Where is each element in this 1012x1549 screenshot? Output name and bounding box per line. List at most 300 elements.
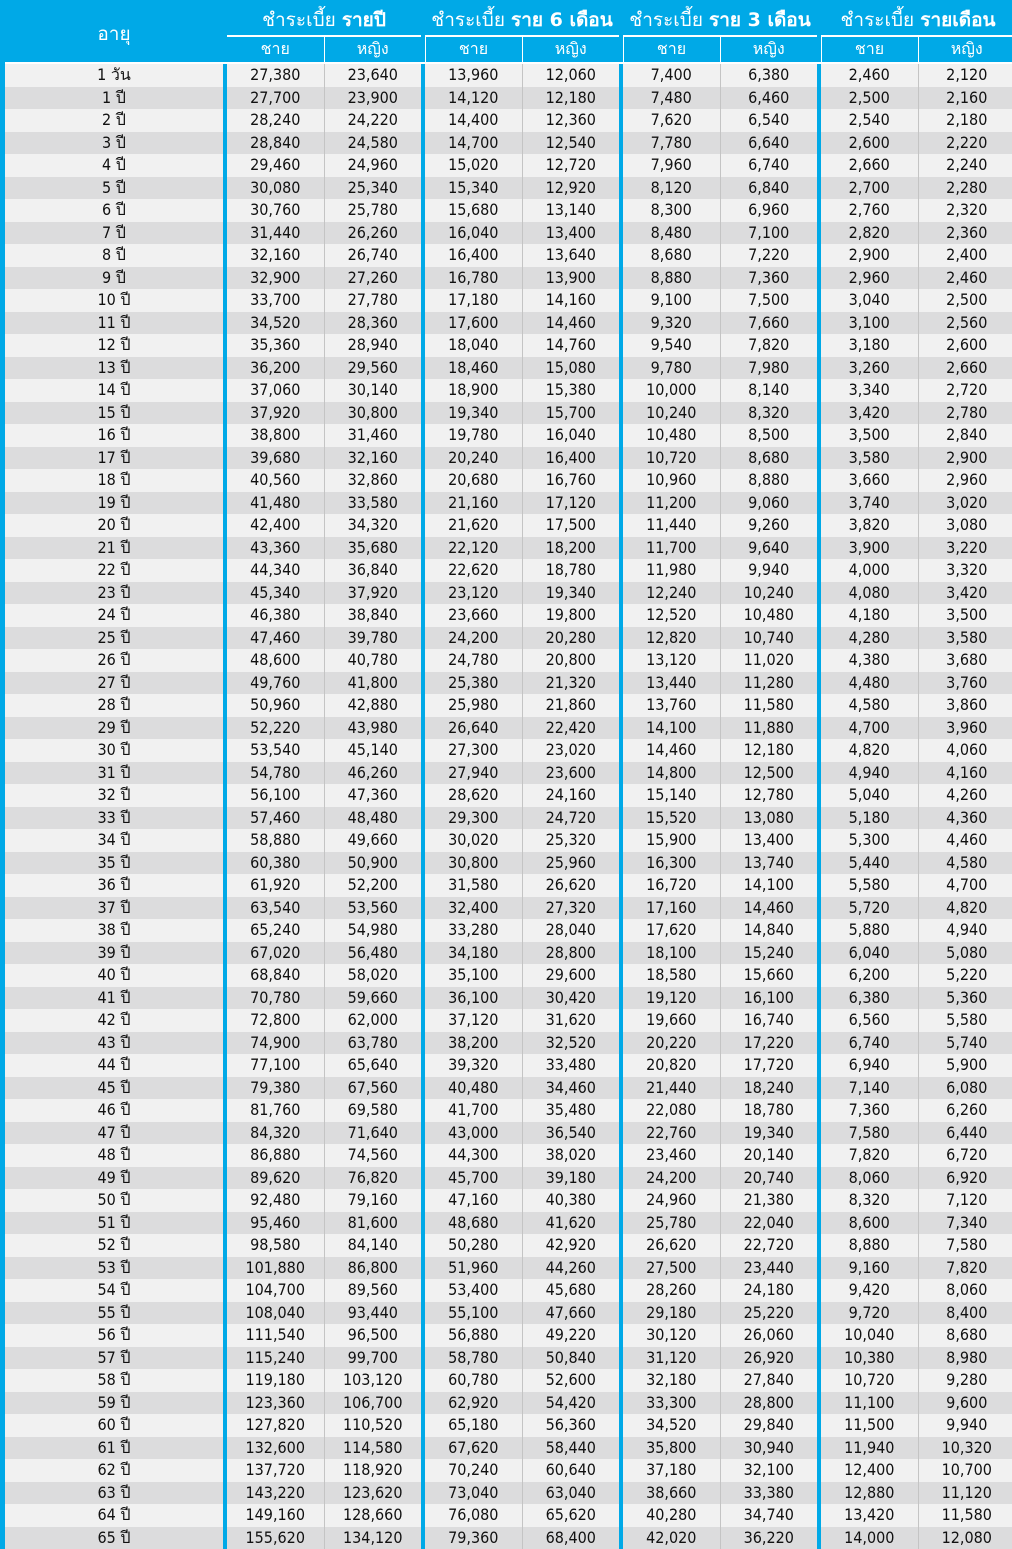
age-cell: 1 วัน (5, 63, 223, 87)
semiannual-male-cell: 44,300 (425, 1144, 522, 1167)
age-cell: 4 ปี (5, 154, 223, 177)
semiannual-male-cell: 16,400 (425, 244, 522, 267)
table-row (5, 717, 1012, 740)
monthly-female-cell: 2,900 (918, 447, 1012, 470)
annual-female-cell: 38,840 (324, 604, 421, 627)
quarterly-female-cell: 26,920 (720, 1347, 817, 1370)
age-cell: 57 ปี (5, 1347, 223, 1370)
annual-female-cell: 45,140 (324, 739, 421, 762)
semiannual-female-cell: 50,840 (522, 1347, 619, 1370)
monthly-male-cell: 3,260 (821, 357, 918, 380)
semiannual-female-cell: 35,480 (522, 1099, 619, 1122)
monthly-female-cell: 9,280 (918, 1369, 1012, 1392)
quarterly-male-cell: 17,160 (623, 897, 720, 920)
premium-rate-table (5, 5, 1012, 1549)
quarterly-female-cell: 13,400 (720, 829, 817, 852)
age-cell: 60 ปี (5, 1414, 223, 1437)
monthly-male-cell: 10,720 (821, 1369, 918, 1392)
quarterly-male-cell: 10,720 (623, 447, 720, 470)
monthly-female-cell: 2,360 (918, 222, 1012, 245)
table-row (5, 604, 1012, 627)
semiannual-male-cell: 25,980 (425, 694, 522, 717)
quarterly-male-cell: 18,100 (623, 942, 720, 965)
monthly-female-cell: 10,320 (918, 1437, 1012, 1460)
table-row (5, 1054, 1012, 1077)
semiannual-male-cell: 16,780 (425, 267, 522, 290)
female-header: หญิง (324, 36, 421, 63)
table-row (5, 1279, 1012, 1302)
table-row (5, 177, 1012, 200)
monthly-male-cell: 3,660 (821, 469, 918, 492)
monthly-female-cell: 12,080 (918, 1527, 1012, 1549)
annual-male-cell: 111,540 (227, 1324, 324, 1347)
semiannual-male-cell: 20,680 (425, 469, 522, 492)
monthly-male-cell: 2,500 (821, 87, 918, 110)
quarterly-male-cell: 16,300 (623, 852, 720, 875)
annual-female-cell: 54,980 (324, 919, 421, 942)
semiannual-female-cell: 12,920 (522, 177, 619, 200)
annual-female-cell: 25,340 (324, 177, 421, 200)
semiannual-female-cell: 21,860 (522, 694, 619, 717)
annual-male-cell: 127,820 (227, 1414, 324, 1437)
age-cell: 28 ปี (5, 694, 223, 717)
age-cell: 14 ปี (5, 379, 223, 402)
quarterly-female-cell: 16,100 (720, 987, 817, 1010)
semiannual-male-cell: 60,780 (425, 1369, 522, 1392)
semiannual-male-cell: 14,120 (425, 87, 522, 110)
header-row-groups (5, 5, 1012, 36)
table-row (5, 1212, 1012, 1235)
annual-female-cell: 134,120 (324, 1527, 421, 1549)
monthly-female-cell: 2,840 (918, 424, 1012, 447)
quarterly-male-cell: 38,660 (623, 1482, 720, 1505)
table-row (5, 1234, 1012, 1257)
annual-female-cell: 31,460 (324, 424, 421, 447)
semiannual-female-cell: 27,320 (522, 897, 619, 920)
annual-male-cell: 74,900 (227, 1032, 324, 1055)
quarterly-female-cell: 30,940 (720, 1437, 817, 1460)
semiannual-female-cell: 18,780 (522, 559, 619, 582)
annual-female-cell: 40,780 (324, 649, 421, 672)
female-header: หญิง (918, 36, 1012, 63)
female-header: หญิง (522, 36, 619, 63)
monthly-male-cell: 12,400 (821, 1459, 918, 1482)
monthly-female-cell: 5,080 (918, 942, 1012, 965)
semiannual-male-cell: 36,100 (425, 987, 522, 1010)
table-row (5, 874, 1012, 897)
semiannual-female-cell: 12,360 (522, 109, 619, 132)
quarterly-male-cell: 10,960 (623, 469, 720, 492)
quarterly-male-cell: 42,020 (623, 1527, 720, 1549)
quarterly-female-cell: 15,240 (720, 942, 817, 965)
monthly-female-cell: 11,120 (918, 1482, 1012, 1505)
age-cell: 35 ปี (5, 852, 223, 875)
age-cell: 37 ปี (5, 897, 223, 920)
table-row (5, 852, 1012, 875)
semiannual-male-cell: 41,700 (425, 1099, 522, 1122)
annual-female-cell: 53,560 (324, 897, 421, 920)
quarterly-female-cell: 8,680 (720, 447, 817, 470)
table-row (5, 942, 1012, 965)
table-row (5, 1302, 1012, 1325)
semiannual-female-cell: 23,600 (522, 762, 619, 785)
age-column-header: อายุ (5, 5, 223, 63)
annual-female-cell: 93,440 (324, 1302, 421, 1325)
quarterly-male-cell: 25,780 (623, 1212, 720, 1235)
age-cell: 2 ปี (5, 109, 223, 132)
quarterly-male-cell: 31,120 (623, 1347, 720, 1370)
table-row (5, 1077, 1012, 1100)
annual-female-cell: 27,780 (324, 289, 421, 312)
quarterly-female-cell: 12,500 (720, 762, 817, 785)
age-cell: 55 ปี (5, 1302, 223, 1325)
annual-female-cell: 106,700 (324, 1392, 421, 1415)
quarterly-male-cell: 24,960 (623, 1189, 720, 1212)
monthly-female-cell: 4,460 (918, 829, 1012, 852)
annual-male-cell: 48,600 (227, 649, 324, 672)
quarterly-female-cell: 27,840 (720, 1369, 817, 1392)
table-row (5, 1032, 1012, 1055)
monthly-male-cell: 5,580 (821, 874, 918, 897)
male-header: ชาย (821, 36, 918, 63)
quarterly-male-cell: 27,500 (623, 1257, 720, 1280)
annual-male-cell: 37,920 (227, 402, 324, 425)
semiannual-female-cell: 44,260 (522, 1257, 619, 1280)
semiannual-male-cell: 53,400 (425, 1279, 522, 1302)
quarterly-female-cell: 14,100 (720, 874, 817, 897)
monthly-male-cell: 6,040 (821, 942, 918, 965)
annual-female-cell: 84,140 (324, 1234, 421, 1257)
quarterly-female-cell: 7,660 (720, 312, 817, 335)
quarterly-female-cell: 20,140 (720, 1144, 817, 1167)
semiannual-female-cell: 24,720 (522, 807, 619, 830)
table-row (5, 447, 1012, 470)
annual-male-cell: 79,380 (227, 1077, 324, 1100)
semiannual-female-cell: 29,600 (522, 964, 619, 987)
annual-female-cell: 67,560 (324, 1077, 421, 1100)
monthly-male-cell: 10,040 (821, 1324, 918, 1347)
semiannual-male-cell: 67,620 (425, 1437, 522, 1460)
quarterly-male-cell: 11,440 (623, 514, 720, 537)
monthly-male-cell: 7,580 (821, 1122, 918, 1145)
annual-female-cell: 74,560 (324, 1144, 421, 1167)
semiannual-female-cell: 12,540 (522, 132, 619, 155)
annual-male-cell: 36,200 (227, 357, 324, 380)
age-cell: 32 ปี (5, 784, 223, 807)
table-row (5, 649, 1012, 672)
monthly-female-cell: 8,980 (918, 1347, 1012, 1370)
annual-female-cell: 39,780 (324, 627, 421, 650)
semiannual-female-cell: 40,380 (522, 1189, 619, 1212)
monthly-male-cell: 3,180 (821, 334, 918, 357)
monthly-male-cell: 6,940 (821, 1054, 918, 1077)
annual-male-cell: 45,340 (227, 582, 324, 605)
semiannual-male-cell: 38,200 (425, 1032, 522, 1055)
annual-female-cell: 89,560 (324, 1279, 421, 1302)
quarterly-male-cell: 12,520 (623, 604, 720, 627)
quarterly-female-cell: 10,480 (720, 604, 817, 627)
annual-male-cell: 56,100 (227, 784, 324, 807)
monthly-female-cell: 2,720 (918, 379, 1012, 402)
semiannual-male-cell: 47,160 (425, 1189, 522, 1212)
monthly-female-cell: 5,740 (918, 1032, 1012, 1055)
table-row (5, 87, 1012, 110)
monthly-female-cell: 3,500 (918, 604, 1012, 627)
quarterly-male-cell: 24,200 (623, 1167, 720, 1190)
monthly-male-cell: 3,900 (821, 537, 918, 560)
semiannual-male-cell: 15,020 (425, 154, 522, 177)
age-cell: 42 ปี (5, 1009, 223, 1032)
semiannual-female-cell: 28,800 (522, 942, 619, 965)
quarterly-female-cell: 36,220 (720, 1527, 817, 1549)
age-cell: 45 ปี (5, 1077, 223, 1100)
monthly-male-cell: 7,360 (821, 1099, 918, 1122)
annual-male-cell: 108,040 (227, 1302, 324, 1325)
quarterly-male-cell: 8,480 (623, 222, 720, 245)
quarterly-male-cell: 12,240 (623, 582, 720, 605)
semiannual-female-cell: 13,900 (522, 267, 619, 290)
semiannual-male-cell: 16,040 (425, 222, 522, 245)
quarterly-male-cell: 40,280 (623, 1504, 720, 1527)
annual-female-cell: 96,500 (324, 1324, 421, 1347)
annual-female-cell: 59,660 (324, 987, 421, 1010)
table-row (5, 1324, 1012, 1347)
quarterly-female-cell: 13,740 (720, 852, 817, 875)
monthly-male-cell: 3,820 (821, 514, 918, 537)
quarterly-female-cell: 22,040 (720, 1212, 817, 1235)
quarterly-female-cell: 9,260 (720, 514, 817, 537)
quarterly-male-cell: 22,080 (623, 1099, 720, 1122)
age-cell: 58 ปี (5, 1369, 223, 1392)
annual-female-cell: 25,780 (324, 199, 421, 222)
semiannual-male-cell: 20,240 (425, 447, 522, 470)
annual-female-cell: 24,580 (324, 132, 421, 155)
quarterly-male-cell: 21,440 (623, 1077, 720, 1100)
monthly-female-cell: 6,080 (918, 1077, 1012, 1100)
age-cell: 48 ปี (5, 1144, 223, 1167)
quarterly-male-cell: 13,120 (623, 649, 720, 672)
monthly-male-cell: 12,880 (821, 1482, 918, 1505)
age-cell: 40 ปี (5, 964, 223, 987)
semiannual-male-cell: 73,040 (425, 1482, 522, 1505)
annual-female-cell: 23,900 (324, 87, 421, 110)
quarterly-female-cell: 19,340 (720, 1122, 817, 1145)
annual-female-cell: 81,600 (324, 1212, 421, 1235)
monthly-female-cell: 4,060 (918, 739, 1012, 762)
quarterly-male-cell: 11,700 (623, 537, 720, 560)
monthly-female-cell: 11,580 (918, 1504, 1012, 1527)
semiannual-male-cell: 18,460 (425, 357, 522, 380)
quarterly-female-cell: 17,720 (720, 1054, 817, 1077)
monthly-female-cell: 2,120 (918, 63, 1012, 87)
quarterly-female-cell: 18,240 (720, 1077, 817, 1100)
semiannual-male-cell: 21,160 (425, 492, 522, 515)
annual-male-cell: 137,720 (227, 1459, 324, 1482)
monthly-female-cell: 7,340 (918, 1212, 1012, 1235)
age-cell: 54 ปี (5, 1279, 223, 1302)
table-row (5, 762, 1012, 785)
monthly-female-cell: 4,700 (918, 874, 1012, 897)
annual-female-cell: 47,360 (324, 784, 421, 807)
monthly-male-cell: 4,280 (821, 627, 918, 650)
annual-male-cell: 119,180 (227, 1369, 324, 1392)
quarterly-female-cell: 11,880 (720, 717, 817, 740)
monthly-female-cell: 2,220 (918, 132, 1012, 155)
monthly-female-cell: 2,600 (918, 334, 1012, 357)
table-row (5, 897, 1012, 920)
annual-male-cell: 143,220 (227, 1482, 324, 1505)
age-cell: 49 ปี (5, 1167, 223, 1190)
annual-female-cell: 52,200 (324, 874, 421, 897)
age-cell: 24 ปี (5, 604, 223, 627)
annual-male-cell: 47,460 (227, 627, 324, 650)
semiannual-male-cell: 27,940 (425, 762, 522, 785)
monthly-female-cell: 7,820 (918, 1257, 1012, 1280)
semiannual-male-cell: 24,780 (425, 649, 522, 672)
monthly-female-cell: 2,780 (918, 402, 1012, 425)
monthly-female-cell: 3,020 (918, 492, 1012, 515)
quarterly-male-cell: 11,200 (623, 492, 720, 515)
quarterly-female-cell: 13,080 (720, 807, 817, 830)
annual-male-cell: 84,320 (227, 1122, 324, 1145)
semiannual-female-cell: 36,540 (522, 1122, 619, 1145)
monthly-male-cell: 4,820 (821, 739, 918, 762)
monthly-male-cell: 2,960 (821, 267, 918, 290)
annual-male-cell: 46,380 (227, 604, 324, 627)
monthly-female-cell: 2,280 (918, 177, 1012, 200)
semiannual-female-cell: 12,720 (522, 154, 619, 177)
semiannual-male-cell: 15,680 (425, 199, 522, 222)
quarterly-male-cell: 13,440 (623, 672, 720, 695)
quarterly-female-cell: 6,540 (720, 109, 817, 132)
monthly-female-cell: 4,260 (918, 784, 1012, 807)
monthly-female-cell: 2,240 (918, 154, 1012, 177)
semiannual-male-cell: 62,920 (425, 1392, 522, 1415)
annual-female-cell: 32,860 (324, 469, 421, 492)
annual-female-cell: 23,640 (324, 63, 421, 87)
quarterly-male-cell: 35,800 (623, 1437, 720, 1460)
quarterly-male-cell: 16,720 (623, 874, 720, 897)
semiannual-male-cell: 45,700 (425, 1167, 522, 1190)
quarterly-female-cell: 34,740 (720, 1504, 817, 1527)
table-row (5, 424, 1012, 447)
annual-female-cell: 79,160 (324, 1189, 421, 1212)
monthly-male-cell: 4,700 (821, 717, 918, 740)
quarterly-male-cell: 9,540 (623, 334, 720, 357)
annual-male-cell: 89,620 (227, 1167, 324, 1190)
annual-male-cell: 28,240 (227, 109, 324, 132)
semiannual-female-cell: 39,180 (522, 1167, 619, 1190)
annual-male-cell: 31,440 (227, 222, 324, 245)
age-cell: 59 ปี (5, 1392, 223, 1415)
quarterly-female-cell: 8,320 (720, 402, 817, 425)
monthly-male-cell: 2,700 (821, 177, 918, 200)
semiannual-female-cell: 15,700 (522, 402, 619, 425)
monthly-male-cell: 3,100 (821, 312, 918, 335)
table-row (5, 267, 1012, 290)
monthly-female-cell: 3,580 (918, 627, 1012, 650)
semiannual-male-cell: 37,120 (425, 1009, 522, 1032)
quarterly-female-cell: 9,940 (720, 559, 817, 582)
quarterly-male-cell: 8,680 (623, 244, 720, 267)
annual-female-cell: 26,260 (324, 222, 421, 245)
monthly-male-cell: 9,420 (821, 1279, 918, 1302)
monthly-male-cell: 2,660 (821, 154, 918, 177)
age-cell: 56 ปี (5, 1324, 223, 1347)
semiannual-male-cell: 19,340 (425, 402, 522, 425)
quarterly-female-cell: 6,640 (720, 132, 817, 155)
monthly-female-cell: 3,320 (918, 559, 1012, 582)
annual-male-cell: 35,360 (227, 334, 324, 357)
monthly-female-cell: 2,320 (918, 199, 1012, 222)
age-cell: 38 ปี (5, 919, 223, 942)
age-cell: 47 ปี (5, 1122, 223, 1145)
quarterly-male-cell: 10,240 (623, 402, 720, 425)
annual-female-cell: 49,660 (324, 829, 421, 852)
table-row (5, 964, 1012, 987)
monthly-female-cell: 4,160 (918, 762, 1012, 785)
annual-male-cell: 38,800 (227, 424, 324, 447)
monthly-male-cell: 5,300 (821, 829, 918, 852)
table-row (5, 289, 1012, 312)
quarterly-male-cell: 7,620 (623, 109, 720, 132)
age-cell: 43 ปี (5, 1032, 223, 1055)
monthly-female-cell: 5,360 (918, 987, 1012, 1010)
monthly-female-cell: 2,660 (918, 357, 1012, 380)
semiannual-female-cell: 15,380 (522, 379, 619, 402)
monthly-male-cell: 14,000 (821, 1527, 918, 1549)
annual-male-cell: 27,700 (227, 87, 324, 110)
table-row (5, 132, 1012, 155)
semiannual-male-cell: 23,120 (425, 582, 522, 605)
monthly-female-cell: 2,400 (918, 244, 1012, 267)
semiannual-male-cell: 14,400 (425, 109, 522, 132)
semiannual-male-cell: 18,900 (425, 379, 522, 402)
quarterly-male-cell: 15,140 (623, 784, 720, 807)
semiannual-female-cell: 33,480 (522, 1054, 619, 1077)
table-row (5, 1099, 1012, 1122)
quarterly-female-cell: 6,460 (720, 87, 817, 110)
table-row (5, 1482, 1012, 1505)
table-row (5, 109, 1012, 132)
annual-male-cell: 30,080 (227, 177, 324, 200)
monthly-male-cell: 5,180 (821, 807, 918, 830)
annual-female-cell: 32,160 (324, 447, 421, 470)
annual-male-cell: 34,520 (227, 312, 324, 335)
quarterly-female-cell: 12,180 (720, 739, 817, 762)
annual-female-cell: 103,120 (324, 1369, 421, 1392)
quarterly-female-cell: 11,020 (720, 649, 817, 672)
semiannual-male-cell: 30,020 (425, 829, 522, 852)
semiannual-female-cell: 16,040 (522, 424, 619, 447)
annual-male-cell: 61,920 (227, 874, 324, 897)
age-cell: 10 ปี (5, 289, 223, 312)
quarterly-male-cell: 10,000 (623, 379, 720, 402)
monthly-female-cell: 5,220 (918, 964, 1012, 987)
age-cell: 50 ปี (5, 1189, 223, 1212)
quarterly-female-cell: 7,500 (720, 289, 817, 312)
quarterly-male-cell: 23,460 (623, 1144, 720, 1167)
male-header: ชาย (623, 36, 720, 63)
semiannual-male-cell: 65,180 (425, 1414, 522, 1437)
quarterly-male-cell: 34,520 (623, 1414, 720, 1437)
monthly-male-cell: 4,000 (821, 559, 918, 582)
quarterly-male-cell: 30,120 (623, 1324, 720, 1347)
age-cell: 62 ปี (5, 1459, 223, 1482)
quarterly-female-cell: 6,740 (720, 154, 817, 177)
monthly-male-cell: 10,380 (821, 1347, 918, 1370)
table-row (5, 469, 1012, 492)
